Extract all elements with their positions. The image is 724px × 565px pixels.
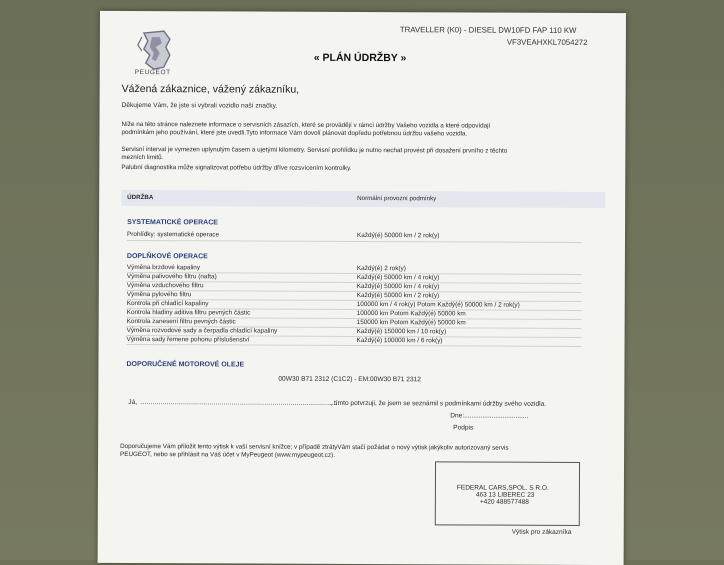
recommended-oils-heading: DOPORUČENÉ MOTOROVÉ OLEJE bbox=[126, 360, 245, 369]
intro-paragraph-2-line-1: Servisní interval je vymezen uplynulým časem a ujetými kilometry. Servisní prohlídku je nutno nechat provést při dosažení prvního z těchto bbox=[121, 145, 508, 155]
operation-interval: Každý(é) 50000 km / 2 rok(y) bbox=[356, 291, 440, 300]
operation-name: Výměna rozvodové sady a čerpadla chladící kapaliny bbox=[126, 326, 278, 335]
operation-interval: Každý(é) 150000 km / 10 rok(y) bbox=[356, 327, 447, 336]
column-header-conditions: Normální provozní podmínky bbox=[357, 194, 437, 203]
operation-name: Výměna palivového filtru (nafta) bbox=[126, 272, 217, 281]
confirm-name-line: .................................................................................................. bbox=[140, 399, 340, 407]
intro-paragraph-1-line-1: Níže na této stránce naleznete informace o servisních zásazích, které se provádějí v rámci údržby Vašeho vozidla a které odpovídají bbox=[121, 120, 491, 130]
recommendation-line-2: PEUGEOT, nebo se přihlásit na Váš účet v MyPeugeot (www.mypeugeot.cz). bbox=[120, 450, 335, 459]
operation-interval: Každý(é) 100000 km / 6 rok(y) bbox=[356, 336, 443, 345]
operation-interval: 150000 km Potom Každý(é) 50000 km bbox=[356, 318, 466, 327]
dealer-name: FEDERAL CARS,SPOL. S R.O. bbox=[456, 484, 549, 492]
dealer-phone: +420 488577488 bbox=[479, 498, 529, 506]
operation-interval: Každý(é) 2 rok(y) bbox=[356, 264, 406, 273]
operation-name: Výměna sady řemene pohonu příslušenství bbox=[126, 335, 250, 344]
page-title: « PLÁN ÚDRŽBY » bbox=[313, 51, 407, 65]
operation-name: Prohlídky: systematické operace bbox=[127, 230, 220, 239]
recommendation-line-1: Doporučujeme Vám přiložit tento výtisk k vaší servisní knížce; v případě ztrátyVám stačí požádat o nový výtisk jakýkoliv autorizovaný servis bbox=[120, 442, 509, 452]
confirm-ja: Já, bbox=[128, 398, 138, 407]
customer-copy-caption: Výtisk pro zákazníka bbox=[511, 528, 572, 536]
operation-name: Kontrola při chladící kapaliny bbox=[126, 299, 209, 308]
column-header-maintenance: ÚDRŽBA bbox=[127, 193, 154, 202]
thanks-text: Děkujeme Vám, že jste si vybrali vozidlo naší značky. bbox=[121, 101, 278, 110]
operation-interval: Každý(é) 50000 km / 2 rok(y) bbox=[357, 231, 440, 240]
date-line: Dne:................................... bbox=[450, 412, 529, 420]
operation-name: Výměna brzdové kapaliny bbox=[126, 263, 201, 272]
dealer-address: 463 13 LIBEREC 23 bbox=[475, 491, 535, 499]
vehicle-vin: VF3VEAHXKL7054272 bbox=[506, 37, 588, 47]
maintenance-plan-sheet bbox=[98, 11, 626, 565]
additional-operations-heading: DOPLŇKOVÉ OPERACE bbox=[126, 252, 208, 261]
operation-interval: 100000 km / 4 rok(y) Potom Každý(é) 50000 km / 2 rok(y) bbox=[356, 300, 520, 309]
signature-label: Podpis bbox=[453, 424, 474, 432]
operation-interval: Každý(é) 50000 km / 4 rok(y) bbox=[356, 273, 440, 282]
brand-name: PEUGEOT bbox=[134, 69, 171, 77]
intro-paragraph-3: Palubní diagnostika může signalizovat potřebu údržby dříve rozsvícením kontrolky. bbox=[121, 163, 352, 172]
operation-name: Kontrola hladiny aditiva filtru pevných částic bbox=[126, 308, 251, 317]
operation-interval: Každý(é) 50000 km / 4 rok(y) bbox=[356, 282, 440, 291]
intro-paragraph-1-line-2: podmínkám jeho používání, které jste uvedli.Tyto informace Vám dovolí plánovat dopředu potřebnou údržbu vašeho vozidla. bbox=[121, 128, 468, 138]
recommended-oils-value: 00W30 B71 2312 (C1C2) - EM:00W30 B71 2312 bbox=[278, 375, 421, 384]
greeting: Vážená zákaznice, vážený zákazníku, bbox=[121, 82, 300, 96]
vehicle-model: TRAVELLER (K0) - DIESEL DW10FD FAP 110 KW bbox=[399, 25, 577, 35]
operation-name: Výměna vzduchového filtru bbox=[126, 281, 204, 290]
intro-paragraph-2-line-2: mezních limitů. bbox=[121, 153, 164, 162]
confirm-text: , tímto potvrzuji, že jsem se seznámil s podmínkami údržby svého vozidla. bbox=[330, 399, 547, 408]
operation-name: Výměna pylového filtru bbox=[126, 290, 192, 299]
systematic-operations-heading: SYSTEMATICKÉ OPERACE bbox=[127, 218, 218, 227]
operation-interval: 100000 km Potom Každý(é) 50000 km bbox=[356, 309, 466, 318]
operation-name: Kontrola zanesení filtru pevných částic bbox=[126, 317, 236, 326]
